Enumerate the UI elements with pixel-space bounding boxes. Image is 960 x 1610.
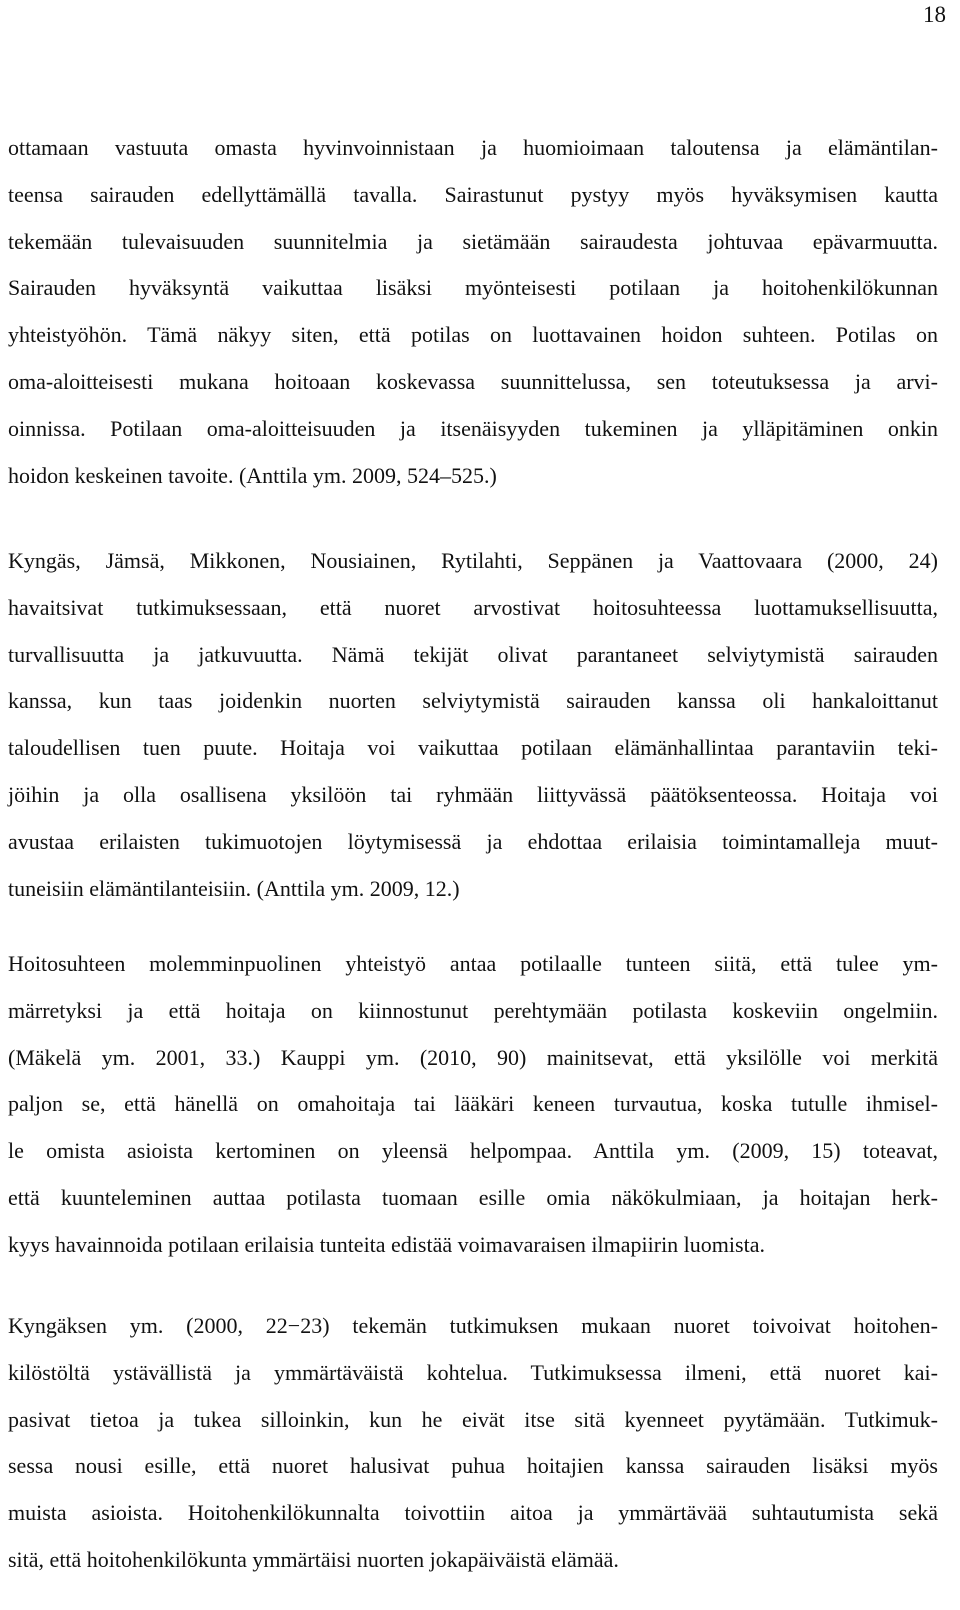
text-line: paljon se, että hänellä on omahoitaja tai lääkäri keneen turvautua, koska tutulle ihmisel- xyxy=(8,1091,938,1117)
text-line: taloudellisen tuen puute. Hoitaja voi vaikuttaa potilaan elämänhallintaa parantaviin teki- xyxy=(8,735,938,761)
text-line: teensa sairauden edellyttämällä tavalla. Sairastunut pystyy myös hyväksymisen kautta xyxy=(8,181,938,207)
text-line: märretyksi ja että hoitaja on kiinnostunut perehtymään potilasta koskeviin ongelmiin. xyxy=(8,997,938,1023)
text-line: tekemään tulevaisuuden suunnitelmia ja sietämään sairaudesta johtuvaa epävarmuutta. xyxy=(8,228,938,254)
text-line: le omista asioista kertominen on yleensä helpompaa. Anttila ym. (2009, 15) toteavat, xyxy=(8,1138,938,1164)
paragraph-1 xyxy=(8,125,938,499)
text-line: jöihin ja olla osallisena yksilöön tai ryhmään liittyvässä päätöksenteossa. Hoitaja voi xyxy=(8,781,938,807)
text-line: kanssa, kun taas joidenkin nuorten selviytymistä sairauden kanssa oli hankaloittanut xyxy=(8,688,938,714)
text-line: että kuunteleminen auttaa potilasta tuomaan esille omia näkökulmiaan, ja hoitajan herk- xyxy=(8,1184,938,1210)
text-line: pasivat tietoa ja tukea silloinkin, kun he eivät itse sitä kyenneet pyytämään. Tutkimuk- xyxy=(8,1406,938,1432)
text-line: kyys havainnoida potilaan erilaisia tunteita edistää voimavaraisen ilmapiirin luomista. xyxy=(8,1231,765,1257)
text-line: oma-aloitteisesti mukana hoitoaan koskevassa suunnittelussa, sen toteutuksessa ja arvi- xyxy=(8,368,938,394)
text-line: ottamaan vastuuta omasta hyvinvoinnistaan ja huomioimaan taloutensa ja elämäntilan- xyxy=(8,135,938,160)
text-line: oinnissa. Potilaan oma-aloitteisuuden ja itsenäisyyden tukeminen ja ylläpitäminen onkin xyxy=(8,415,938,441)
text-line: sessa nousi esille, että nuoret halusivat puhua hoitajien kanssa sairauden lisäksi myös xyxy=(8,1453,938,1479)
text-line: havaitsivat tutkimuksessaan, että nuoret arvostivat hoitosuhteessa luottamuksellisuutta, xyxy=(8,594,938,620)
paragraph-4 xyxy=(8,1303,938,1584)
paragraph-3 xyxy=(8,941,938,1269)
page-number: 18 xyxy=(923,2,946,27)
paragraph-2 xyxy=(8,538,938,912)
text-line: turvallisuutta ja jatkuvuutta. Nämä tekijät olivat parantaneet selviytymistä sairauden xyxy=(8,641,938,667)
text-line: hoidon keskeinen tavoite. (Anttila ym. 2009, 524–525.) xyxy=(8,462,497,488)
text-line: muista asioista. Hoitohenkilökunnalta toivottiin aitoa ja ymmärtävää suhtautumista sekä xyxy=(8,1500,938,1526)
text-line: sitä, että hoitohenkilökunta ymmärtäisi nuorten jokapäiväistä elämää. xyxy=(8,1546,619,1572)
text-line: (Mäkelä ym. 2001, 33.) Kauppi ym. (2010, 90) mainitsevat, että yksilölle voi merkitä xyxy=(8,1044,938,1070)
text-line: tuneisiin elämäntilanteisiin. (Anttila ym. 2009, 12.) xyxy=(8,875,460,901)
text-line: Kyngäs, Jämsä, Mikkonen, Nousiainen, Rytilahti, Seppänen ja Vaattovaara (2000, 24) xyxy=(8,548,938,573)
text-line: kilöstöltä ystävällistä ja ymmärtäväistä kohtelua. Tutkimuksessa ilmeni, että nuoret kai- xyxy=(8,1359,938,1385)
text-line: Sairauden hyväksyntä vaikuttaa lisäksi myönteisesti potilaan ja hoitohenkilökunnan xyxy=(8,275,938,301)
text-line: Hoitosuhteen molemminpuolinen yhteistyö antaa potilaalle tunteen siitä, että tulee ym- xyxy=(8,951,938,976)
text-line: yhteistyöhön. Tämä näkyy siten, että potilas on luottavainen hoidon suhteen. Potilas on xyxy=(8,322,938,348)
text-line: avustaa erilaisten tukimuotojen löytymisessä ja ehdottaa erilaisia toimintamalleja muut- xyxy=(8,828,938,854)
text-line: Kyngäksen ym. (2000, 22−23) tekemän tutkimuksen mukaan nuoret toivoivat hoitohen- xyxy=(8,1313,938,1338)
